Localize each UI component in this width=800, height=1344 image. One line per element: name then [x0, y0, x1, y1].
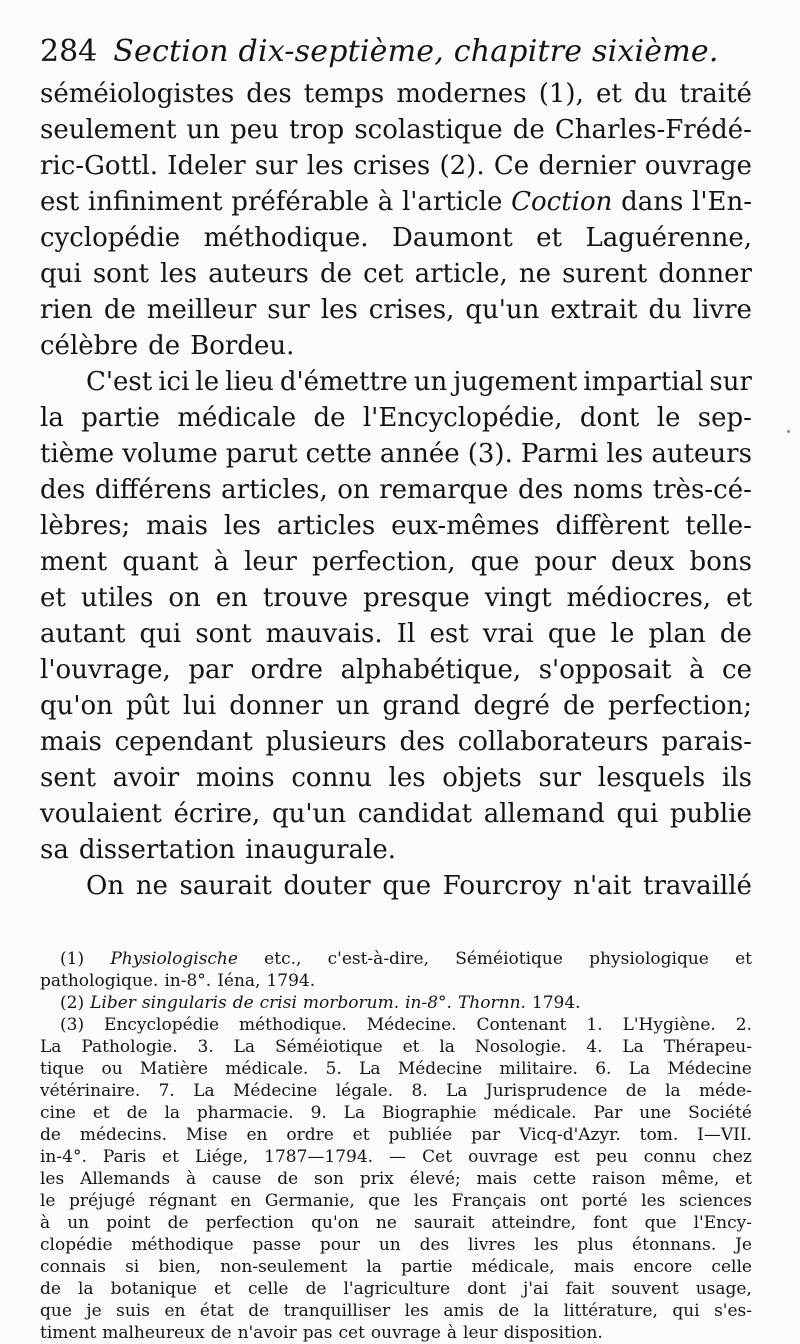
text-line: sent avoir moins connu les objets sur lesquels ils [40, 763, 752, 793]
text-line: est infiniment préférable à l'article Coction dans l'En- [40, 187, 752, 217]
text-line: voulaient écrire, qu'un candidat allemand qui publie [40, 799, 752, 829]
footnote-line: in-4°. Paris et Liége, 1787—1794. — Cet ouvrage est peu connu chez [40, 1147, 752, 1167]
text-line: séméiologistes des temps modernes (1), et du traité [40, 79, 752, 109]
running-head: Section dix-septième, chapitre sixième. [113, 34, 719, 69]
text-line: la partie médicale de l'Encyclopédie, dont le sep- [40, 403, 752, 433]
footnote-line: le préjugé régnant en Germanie, que les Français ont porté les sciences [40, 1191, 752, 1211]
text-line: des différens articles, on remarque des noms très-cé- [40, 475, 752, 505]
page-edge-speck [787, 430, 790, 433]
footnote-line: timent malheureux de n'avoir pas cet ouvrage à leur disposition. [40, 1323, 603, 1343]
text-line: célèbre de Bordeu. [40, 331, 295, 361]
footnote-line: cine et de la pharmacie. 9. La Biographie médicale. Par une Société [40, 1103, 752, 1123]
footnote-line: de médecins. Mise en ordre et publiée par Vicq-d'Azyr. tom. I—VII. [40, 1125, 752, 1145]
footnote-line: connais si bien, non-seulement la partie médicale, mais encore celle [40, 1257, 752, 1277]
text-line: et utiles on en trouve presque vingt médiocres, et [40, 583, 752, 613]
page-header [40, 32, 752, 72]
text-line: ment quant à leur perfection, que pour deux bons [40, 547, 752, 577]
text-line: seulement un peu trop scolastique de Charles-Frédé- [40, 115, 752, 145]
text-line: qui sont les auteurs de cet article, ne surent donner [40, 259, 752, 289]
text-line: autant qui sont mauvais. Il est vrai que le plan de [40, 619, 752, 649]
footnote-line: (2) Liber singularis de crisi morborum. in-8°. Thornn. 1794. [60, 993, 581, 1013]
footnote-line: de la botanique et celle de l'agriculture dont j'ai fait souvent usage, [40, 1279, 752, 1299]
footnote-line: les Allemands à cause de son prix élevé; mais cette raison même, et [40, 1169, 752, 1189]
text-line: sa dissertation inaugurale. [40, 835, 397, 865]
footnote-line: (1) Physiologische etc., c'est-à-dire, Séméiotique physiologique et [60, 949, 752, 969]
footnote-line: vétérinaire. 7. La Médecine légale. 8. La Jurisprudence de la méde- [40, 1081, 752, 1101]
footnote-line: (3) Encyclopédie méthodique. Médecine. Contenant 1. L'Hygiène. 2. [60, 1015, 752, 1035]
page-number: 284 [40, 34, 98, 69]
footnote-line: à un point de perfection qu'on ne saurait atteindre, font que l'Ency- [40, 1213, 752, 1233]
text-line: qu'on pût lui donner un grand degré de perfection; [40, 691, 752, 721]
footnote-line: pathologique. in-8°. Iéna, 1794. [40, 971, 316, 991]
text-line: lèbres; mais les articles eux-mêmes diffèrent telle- [40, 511, 752, 541]
footnote-line: clopédie méthodique passe pour un des livres les plus étonnans. Je [40, 1235, 752, 1255]
text-line: On ne saurait douter que Fourcroy n'ait travaillé [86, 871, 752, 901]
text-line: tième volume parut cette année (3). Parmi les auteurs [40, 439, 752, 469]
footnote-line: La Pathologie. 3. La Séméiotique et la Nosologie. 4. La Thérapeu- [40, 1037, 752, 1057]
main-text [40, 76, 752, 904]
text-line: rien de meilleur sur les crises, qu'un extrait du livre [40, 295, 752, 325]
footnote-line: tique ou Matière médicale. 5. La Médecine militaire. 6. La Médecine [40, 1059, 752, 1079]
text-line: ric-Gottl. Ideler sur les crises (2). Ce dernier ouvrage [40, 151, 752, 181]
text-line: mais cependant plusieurs des collaborateurs parais- [40, 727, 752, 757]
text-line: cyclopédie méthodique. Daumont et Laguérenne, [40, 223, 752, 253]
text-line: l'ouvrage, par ordre alphabétique, s'opposait à ce [40, 655, 752, 685]
footnotes [40, 948, 752, 1344]
footnote-line: que je suis en état de tranquilliser les amis de la littérature, qui s'es- [40, 1301, 752, 1321]
text-line: C'est ici le lieu d'émettre un jugement impartial sur [86, 367, 752, 397]
